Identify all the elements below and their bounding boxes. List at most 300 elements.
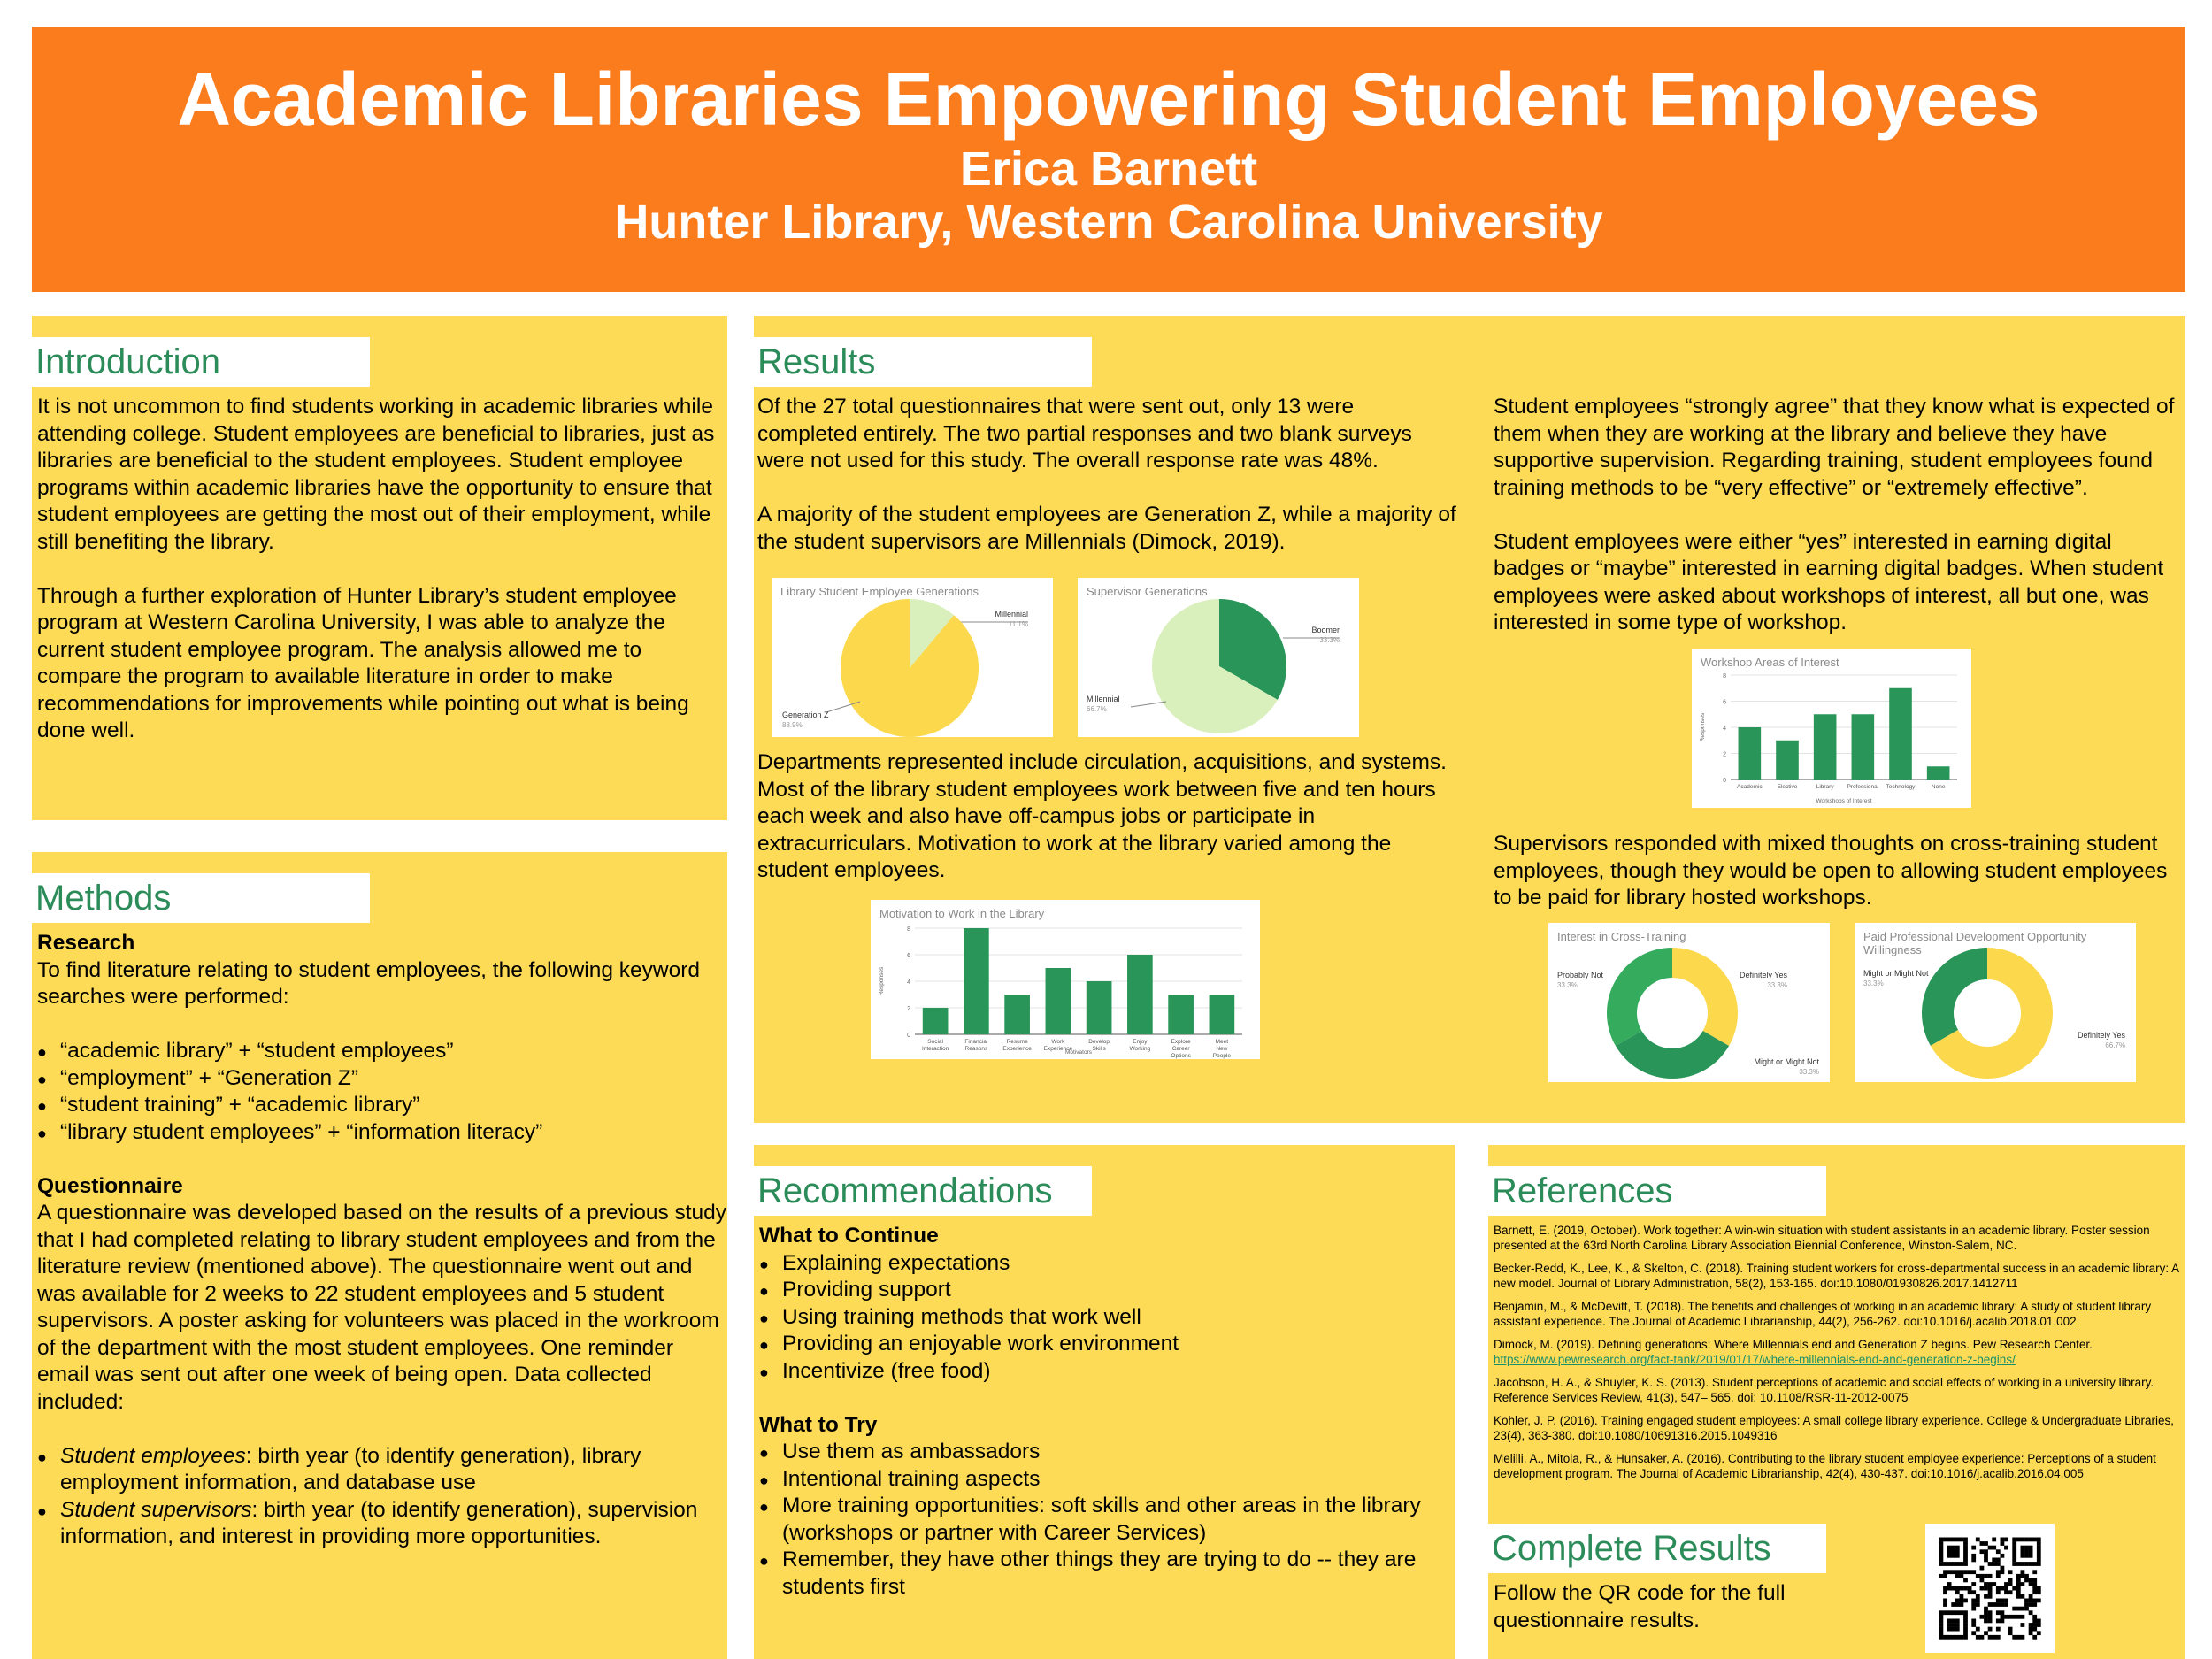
qr-module — [1943, 1610, 1947, 1615]
qr-module — [1996, 1586, 2001, 1591]
qr-module — [2021, 1574, 2025, 1578]
qr-module — [2029, 1554, 2033, 1558]
qr-module — [1955, 1602, 1960, 1607]
qr-module — [1996, 1619, 2001, 1624]
chart-svg — [1855, 923, 2136, 1082]
qr-module — [1963, 1627, 1968, 1632]
qr-module — [1939, 1615, 1944, 1619]
x-tick-label: Resume — [1006, 1039, 1028, 1045]
qr-module — [1963, 1615, 1968, 1619]
qr-module — [2029, 1610, 2033, 1615]
qr-module — [1955, 1562, 1960, 1566]
qr-module — [2032, 1578, 2037, 1583]
results-title: Results — [754, 337, 1092, 387]
qr-module — [2037, 1549, 2041, 1554]
qr-module — [2004, 1615, 2008, 1619]
qr-module — [2029, 1562, 2033, 1566]
slice-label: Boomer — [1311, 626, 1340, 634]
slice-value: 66.7% — [2105, 1041, 2125, 1049]
qr-module — [1955, 1549, 1960, 1554]
chart-title: Supervisor Generations — [1087, 585, 1208, 598]
try-item: ● Remember, they have other things they are trying to do -- they are students first — [759, 1547, 1449, 1601]
qr-module — [1955, 1610, 1960, 1615]
qr-module — [1960, 1610, 1964, 1615]
qr-module — [1988, 1574, 1993, 1578]
qr-module — [1992, 1538, 1996, 1542]
qr-module — [1984, 1615, 1988, 1619]
bar — [1168, 995, 1194, 1034]
chart-svg — [871, 900, 1260, 1059]
qr-module — [2029, 1578, 2033, 1583]
x-tick-label: Elective — [1777, 784, 1798, 790]
x-tick-label: Technology — [1886, 784, 1916, 790]
reference-item — [1494, 1451, 2180, 1481]
y-tick-label: 2 — [907, 1006, 910, 1012]
cross-training-chart — [1548, 923, 1830, 1082]
try-item: ● Use them as ambassadors — [759, 1439, 1449, 1466]
y-axis-label: Responses — [879, 966, 885, 996]
qr-module — [1968, 1590, 1972, 1594]
qr-module — [2004, 1586, 2008, 1591]
x-tick-label: None — [1931, 784, 1946, 790]
qr-module — [1992, 1602, 1996, 1607]
reference-text: Dimock, M. (2019). Defining generations: Where Millennials end and Generation Z begins. Pew Research Center. — [1494, 1338, 2093, 1351]
qr-module — [2037, 1631, 2041, 1635]
qr-module — [1996, 1635, 2001, 1640]
bar — [1927, 766, 1950, 780]
y-tick-label: 4 — [1723, 726, 1726, 732]
qr-module — [1939, 1631, 1944, 1635]
bar — [1004, 995, 1030, 1034]
qr-module — [1955, 1538, 1960, 1542]
chart-svg — [1692, 649, 1971, 808]
pie-slice — [1922, 948, 1987, 1046]
qr-module — [2021, 1607, 2025, 1611]
qr-module — [1939, 1623, 1944, 1627]
qr-module — [1960, 1594, 1964, 1599]
qr-module — [1955, 1627, 1960, 1632]
results-paragraph: Of the 27 total questionnaires that were sent out, only 13 were completed entirely. The two partial responses and two blank surveys were not used for this study. The overall response rate was 48%. — [757, 395, 1412, 472]
y-tick-label: 4 — [907, 979, 910, 986]
bar — [923, 1008, 949, 1034]
complete-results-text: Follow the QR code for the full questionnaire results. — [1494, 1581, 1786, 1632]
qr-module — [2016, 1594, 2021, 1599]
reference-text: Becker-Redd, K., Lee, K., & Skelton, C. (2018). Training student workers for cross-departmental success in an academic library: A new model. Journal of Library Administration, 58(2), 153-165. doi:10.1080/01930826.2017.1412711 — [1494, 1262, 2179, 1290]
qr-module — [1951, 1623, 1955, 1627]
qr-module — [1960, 1570, 1964, 1574]
qr-module — [1960, 1574, 1964, 1578]
qr-module — [1980, 1549, 1985, 1554]
qr-module — [1955, 1599, 1960, 1603]
y-tick-label: 6 — [907, 953, 910, 959]
slice-label: Probably Not — [1557, 971, 1604, 979]
qr-module — [2001, 1554, 2005, 1558]
qr-module — [2021, 1562, 2025, 1566]
y-axis-label: Responses — [1700, 712, 1706, 742]
qr-module — [1951, 1610, 1955, 1615]
slice-value: 11.1% — [1008, 620, 1028, 628]
questionnaire-text: A questionnaire was developed based on the results of a previous study that I had completed relating to library student employees and from the literature review (mentioned above). The questionnaire went out and was available for 2 weeks to 22 student employees and 5 student supervisors. A poster asking for volunteers was placed in the workroom of the department with the most student employees. One reminder email was sent out after one week of being open. Data collected included: — [37, 1201, 727, 1414]
qr-module — [1988, 1582, 1993, 1586]
qr-module — [2016, 1574, 2021, 1578]
qr-module — [1963, 1619, 1968, 1624]
reference-link[interactable]: https://www.pewresearch.org/fact-tank/2019/01/17/where-millennials-end-and-generation-z-begins/ — [1494, 1353, 2016, 1366]
qr-module — [1939, 1549, 1944, 1554]
qr-module — [1971, 1570, 1976, 1574]
qr-module — [2024, 1602, 2029, 1607]
results-paragraph: Student employees were either “yes” interested in earning digital badges or “maybe” interested in earning digital badges. When student employees were asked about workshops of interest, all but one, was interested in some type of workshop. — [1494, 529, 2164, 634]
qr-module — [1963, 1599, 1968, 1603]
qr-module — [1963, 1554, 1968, 1558]
qr-module — [1971, 1619, 1976, 1624]
qr-module — [1996, 1562, 2001, 1566]
x-tick-label: Academic — [1737, 784, 1763, 790]
qr-module — [1955, 1574, 1960, 1578]
qr-module — [2037, 1599, 2041, 1603]
qr-module — [1980, 1541, 1985, 1546]
poster-title: Academic Libraries Empowering Student Employees — [177, 58, 2040, 141]
qr-module — [1947, 1610, 1952, 1615]
results-text-left-mid — [757, 749, 1456, 885]
x-tick-label: Social — [927, 1039, 943, 1045]
qr-module — [2024, 1562, 2029, 1566]
introduction-title: Introduction — [32, 337, 370, 387]
qr-module — [2004, 1599, 2008, 1603]
qr-module — [2037, 1590, 2041, 1594]
slice-value: 33.3% — [1767, 981, 1787, 989]
slice-label: Millennial — [995, 610, 1028, 618]
qr-module — [2037, 1623, 2041, 1627]
continue-item: ● Providing support — [759, 1277, 1449, 1304]
qr-module — [1963, 1538, 1968, 1542]
introduction-paragraph: Through a further exploration of Hunter Library’s student employee program at Western Carolina University, I was able to analyze the current student employee program. The analysis allowed me to compare the program to available literature in order to make recommendations for improvements while pointing out what is being done well. — [37, 583, 689, 742]
qr-module — [1939, 1546, 1944, 1550]
continue-list — [759, 1250, 1449, 1386]
reference-item — [1494, 1223, 2180, 1253]
qr-module — [1980, 1574, 1985, 1578]
qr-module — [1939, 1574, 1944, 1578]
qr-module — [2024, 1549, 2029, 1554]
qr-module — [1976, 1594, 1980, 1599]
qr-module — [1951, 1586, 1955, 1591]
qr-module — [1996, 1599, 2001, 1603]
x-tick-label: Meet — [1215, 1039, 1229, 1045]
qr-module — [1960, 1599, 1964, 1603]
qr-module — [2001, 1541, 2005, 1546]
qr-module — [2008, 1590, 2013, 1594]
qr-module — [1996, 1610, 2001, 1615]
x-tick-label: New — [1216, 1046, 1228, 1052]
qr-module — [2008, 1631, 2013, 1635]
data-collected-label: Student employees — [60, 1443, 246, 1468]
qr-module — [2032, 1627, 2037, 1632]
qr-module — [1939, 1635, 1944, 1640]
qr-module — [1943, 1599, 1947, 1603]
qr-module — [1951, 1549, 1955, 1554]
research-text: To find literature relating to student employees, the following keyword searches were performed: — [37, 957, 701, 1009]
qr-module — [2012, 1562, 2016, 1566]
x-tick-label: Experience — [1043, 1046, 1073, 1052]
qr-module — [1947, 1546, 1952, 1550]
data-collected-label: Student supervisors — [60, 1497, 252, 1522]
qr-module — [1943, 1635, 1947, 1640]
qr-module — [1939, 1558, 1944, 1563]
references-panel — [1488, 1145, 2185, 1659]
qr-module — [1947, 1619, 1952, 1624]
data-collected-text: : birth year (to identify generation), library employment information, and database use — [60, 1443, 641, 1494]
qr-module — [1968, 1570, 1972, 1574]
qr-module — [2024, 1574, 2029, 1578]
qr-module — [1947, 1562, 1952, 1566]
chart-title: Paid Professional Development Opportunity Willingness — [1863, 930, 2087, 956]
search-list — [37, 1038, 727, 1146]
qr-module — [2032, 1602, 2037, 1607]
slice-label: Might or Might Not — [1754, 1057, 1819, 1066]
qr-module — [1976, 1627, 1980, 1632]
results-text-left-top — [757, 394, 1456, 556]
chart-svg — [772, 578, 1053, 737]
qr-module — [1960, 1602, 1964, 1607]
qr-module — [1963, 1546, 1968, 1550]
qr-module — [2024, 1538, 2029, 1542]
qr-module — [1960, 1538, 1964, 1542]
qr-module — [2012, 1546, 2016, 1550]
qr-module — [2001, 1615, 2005, 1619]
slice-value: 33.3% — [1799, 1068, 1819, 1076]
data-collected-text: : birth year (to identify generation), supervision information, and interest in providing more opportunities. — [60, 1497, 698, 1548]
qr-module — [1971, 1546, 1976, 1550]
pie-slice — [1672, 948, 1738, 1046]
results-text-right-top — [1494, 394, 2184, 637]
qr-module — [1955, 1590, 1960, 1594]
qr-module — [1951, 1570, 1955, 1574]
qr-module — [1984, 1594, 1988, 1599]
qr-module — [2037, 1538, 2041, 1542]
qr-module — [1971, 1558, 1976, 1563]
search-keyword-item: ● “student training” + “academic library” — [37, 1092, 727, 1119]
qr-module — [1951, 1562, 1955, 1566]
qr-module — [2016, 1635, 2021, 1640]
qr-module — [1955, 1619, 1960, 1624]
qr-module — [2001, 1599, 2005, 1603]
qr-module — [1971, 1607, 1976, 1611]
recommendations-title: Recommendations — [754, 1166, 1092, 1216]
qr-module — [2021, 1615, 2025, 1619]
paid-development-chart — [1855, 923, 2136, 1082]
qr-module — [1988, 1586, 1993, 1591]
slice-label: Definitely Yes — [2077, 1031, 2125, 1040]
continue-item: ● Using training methods that work well — [759, 1304, 1449, 1332]
employee-generations-chart — [772, 578, 1053, 737]
qr-module — [1939, 1562, 1944, 1566]
qr-module — [2016, 1578, 2021, 1583]
qr-module — [2029, 1631, 2033, 1635]
qr-module — [2008, 1578, 2013, 1583]
qr-module — [1939, 1541, 1944, 1546]
results-paragraph: Supervisors responded with mixed thoughts on cross-training student employees, though they would be open to allowing student employees to be paid for library hosted workshops. — [1494, 832, 2168, 910]
qr-module — [1980, 1566, 1985, 1571]
qr-module — [1988, 1562, 1993, 1566]
bar — [1889, 688, 1912, 780]
x-axis-label: Workshops of Interest — [1816, 798, 1872, 804]
qr-module — [2032, 1538, 2037, 1542]
qr-module — [1971, 1554, 1976, 1558]
reference-text: Barnett, E. (2019, October). Work together: A win-win situation with student assistants in an academic library. Poster session presented at the 63rd North Carolina Library Association Biennial Conference, Winston-Salem, NC. — [1494, 1224, 2150, 1252]
qr-module — [2029, 1538, 2033, 1542]
qr-module — [1951, 1602, 1955, 1607]
reference-item — [1494, 1413, 2180, 1443]
y-tick-label: 2 — [1723, 751, 1726, 758]
qr-module — [1960, 1586, 1964, 1591]
qr-module — [1951, 1554, 1955, 1558]
methods-panel — [32, 852, 727, 1659]
qr-module — [1988, 1627, 1993, 1632]
qr-module — [2029, 1582, 2033, 1586]
qr-module — [1947, 1570, 1952, 1574]
qr-module — [2037, 1541, 2041, 1546]
qr-module — [1992, 1562, 1996, 1566]
qr-module — [1943, 1562, 1947, 1566]
qr-module — [2012, 1635, 2016, 1640]
qr-module — [2029, 1602, 2033, 1607]
qr-module — [2021, 1582, 2025, 1586]
qr-module — [1939, 1627, 1944, 1632]
qr-module — [1943, 1574, 1947, 1578]
qr-module — [2037, 1546, 2041, 1550]
qr-module — [1971, 1623, 1976, 1627]
poster-author: Erica Barnett — [959, 142, 1258, 196]
qr-code-icon[interactable] — [1925, 1524, 2055, 1653]
qr-module — [1980, 1635, 1985, 1640]
bar — [1127, 955, 1153, 1034]
qr-module — [1984, 1558, 1988, 1563]
qr-module — [1988, 1594, 1993, 1599]
qr-module — [2024, 1578, 2029, 1583]
qr-module — [2012, 1586, 2016, 1591]
continue-item: ● Providing an enjoyable work environment — [759, 1331, 1449, 1358]
qr-module — [2004, 1582, 2008, 1586]
x-tick-label: Skills — [1092, 1046, 1106, 1052]
qr-module — [2024, 1554, 2029, 1558]
qr-module — [1996, 1549, 2001, 1554]
qr-module — [2004, 1538, 2008, 1542]
x-tick-label: Explore — [1171, 1039, 1191, 1045]
qr-module — [2037, 1619, 2041, 1624]
qr-module — [1976, 1635, 1980, 1640]
qr-module — [1947, 1635, 1952, 1640]
results-paragraph: Student employees “strongly agree” that they know what is expected of them when they are working at the library and believe they have supportive supervision. Regarding training, student employees found training methods to be “very effective” or “extremely effective”. — [1494, 395, 2175, 500]
qr-module — [1984, 1619, 1988, 1624]
qr-module — [1947, 1586, 1952, 1591]
x-tick-label: Enjoy — [1133, 1039, 1148, 1045]
qr-module — [1960, 1635, 1964, 1640]
methods-text — [37, 930, 727, 1551]
motivation-chart — [871, 900, 1260, 1059]
qr-module — [1980, 1586, 1985, 1591]
qr-module — [1947, 1623, 1952, 1627]
reference-item — [1494, 1375, 2180, 1405]
qr-module — [2012, 1554, 2016, 1558]
chart-title: Library Student Employee Generations — [780, 585, 979, 598]
qr-module — [2029, 1594, 2033, 1599]
reference-text: Benjamin, M., & McDevitt, T. (2018). The benefits and challenges of working in an academic library: A study of student library assistant experience. The Journal of Academic Librarianship, 44(2), 256-262. doi:10.1016/j.acalib.2018.01.002 — [1494, 1300, 2152, 1328]
qr-module — [1955, 1554, 1960, 1558]
qr-module — [1992, 1546, 1996, 1550]
bar — [1046, 968, 1071, 1034]
slice-value: 33.3% — [1863, 979, 1884, 987]
search-keyword-item: ● “employment” + “Generation Z” — [37, 1065, 727, 1093]
qr-module — [1943, 1590, 1947, 1594]
qr-module — [2029, 1546, 2033, 1550]
qr-module — [2008, 1570, 2013, 1574]
results-panel — [754, 316, 2185, 1123]
qr-module — [1943, 1538, 1947, 1542]
qr-module — [2016, 1590, 2021, 1594]
slice-value: 33.3% — [1557, 981, 1578, 989]
qr-module — [1988, 1615, 1993, 1619]
workshop-interest-chart — [1692, 649, 1971, 808]
research-heading: Research — [37, 931, 135, 955]
y-tick-label: 6 — [1723, 699, 1726, 706]
qr-module — [2021, 1546, 2025, 1550]
qr-module — [1976, 1538, 1980, 1542]
bar — [964, 928, 989, 1034]
y-tick-label: 0 — [1723, 778, 1726, 784]
qr-module — [2037, 1586, 2041, 1591]
qr-module — [1980, 1578, 1985, 1583]
x-tick-label: Develop — [1088, 1039, 1110, 1045]
qr-module — [1984, 1541, 1988, 1546]
qr-module — [2037, 1558, 2041, 1563]
qr-module — [2024, 1599, 2029, 1603]
qr-module — [2016, 1538, 2021, 1542]
qr-module — [1984, 1607, 1988, 1611]
qr-module — [2001, 1538, 2005, 1542]
results-text-right-bottom — [1494, 831, 2184, 912]
poster-affiliation: Hunter Library, Western Carolina University — [614, 196, 1603, 250]
bar — [1210, 995, 1235, 1034]
qr-module — [2032, 1570, 2037, 1574]
qr-module — [1988, 1619, 1993, 1624]
qr-module — [2012, 1549, 2016, 1554]
reference-item — [1494, 1337, 2180, 1367]
qr-module — [1996, 1602, 2001, 1607]
qr-module — [1971, 1599, 1976, 1603]
qr-module — [2021, 1549, 2025, 1554]
qr-module — [1976, 1599, 1980, 1603]
qr-module — [1939, 1538, 1944, 1542]
qr-module — [1947, 1627, 1952, 1632]
reference-text: Kohler, J. P. (2016). Training engaged student employees: A small college library experience. College & Undergraduate Libraries, 23(4), 363-380. doi:10.1080/10691316.2015.1049316 — [1494, 1414, 2174, 1442]
x-tick-label: Reasons — [964, 1046, 988, 1052]
recommendations-panel — [754, 1145, 1455, 1659]
qr-module — [1963, 1558, 1968, 1563]
qr-module — [2001, 1619, 2005, 1624]
slice-label: Millennial — [1087, 695, 1120, 703]
qr-module — [1976, 1574, 1980, 1578]
bar — [1776, 741, 1799, 780]
y-tick-label: 8 — [907, 926, 910, 933]
qr-module — [2021, 1538, 2025, 1542]
try-item: ● More training opportunities: soft skills and other areas in the library (workshops or partner with Career Services) — [759, 1493, 1449, 1547]
qr-module — [1943, 1602, 1947, 1607]
qr-module — [2032, 1562, 2037, 1566]
qr-module — [1984, 1554, 1988, 1558]
slice-value: 33.3% — [1319, 636, 1340, 644]
pie-slice — [1607, 948, 1672, 1046]
qr-module — [2012, 1615, 2016, 1619]
data-collected-list — [37, 1443, 727, 1551]
